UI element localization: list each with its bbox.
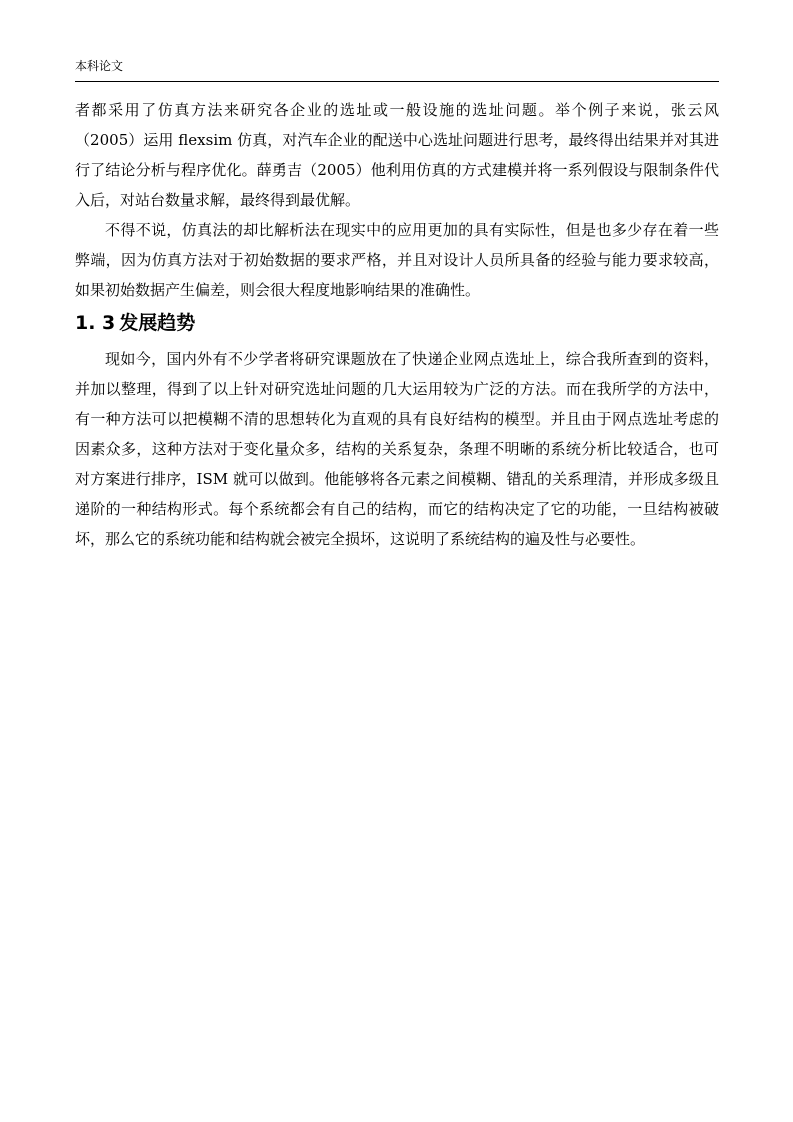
section-heading xyxy=(75,308,719,338)
paragraph-1: 者都采用了仿真方法来研究各企业的选址或一般设施的选址问题。举个例子来说，张云风（2005）运用 flexsim 仿真，对汽车企业的配送中心选址问题进行思考，最终得出结果并对其进行了结论分析与程序优化。薛勇吉（2005）他利用仿真的方式建模并将一系列假设与限制条件代入后，对站台数量求解，最终得到最优解。 xyxy=(75,101,719,209)
paragraph-2: 不得不说，仿真法的却比解析法在现实中的应用更加的具有实际性，但是也多少存在着一些弊端，因为仿真方法对于初始数据的要求严格，并且对设计人员所具备的经验与能力要求较高，如果初始数据产生偏差，则会很大程度地影响结果的准确性。 xyxy=(75,221,719,299)
section-title-text: 发展趋势 xyxy=(119,312,196,334)
document-body xyxy=(75,95,719,554)
paragraph-3: 现如今，国内外有不少学者将研究课题放在了快递企业网点选址上，综合我所查到的资料，并加以整理，得到了以上针对研究选址问题的几大运用较为广泛的方法。而在我所学的方法中，有一种方法可以把模糊不清的思想转化为直观的具有良好结构的模型。并且由于网点选址考虑的因素众多，这种方法对于变化量众多，结构的关系复杂，条理不明晰的系统分析比较适合，也可对方案进行排序，ISM 就可以做到。他能够将各元素之间模糊、错乱的关系理清，并形成多级且递阶的一种结构形式。每个系统都会有自己的结构，而它的结构决定了它的功能，一旦结构被破坏，那么它的系统功能和结构就会被完全损坏，这说明了系统结构的遍及性与必要性。 xyxy=(75,350,719,548)
section-number: 1. 3 xyxy=(75,312,116,334)
header-rule xyxy=(75,81,719,82)
page-header: 本科论文 xyxy=(75,59,124,73)
